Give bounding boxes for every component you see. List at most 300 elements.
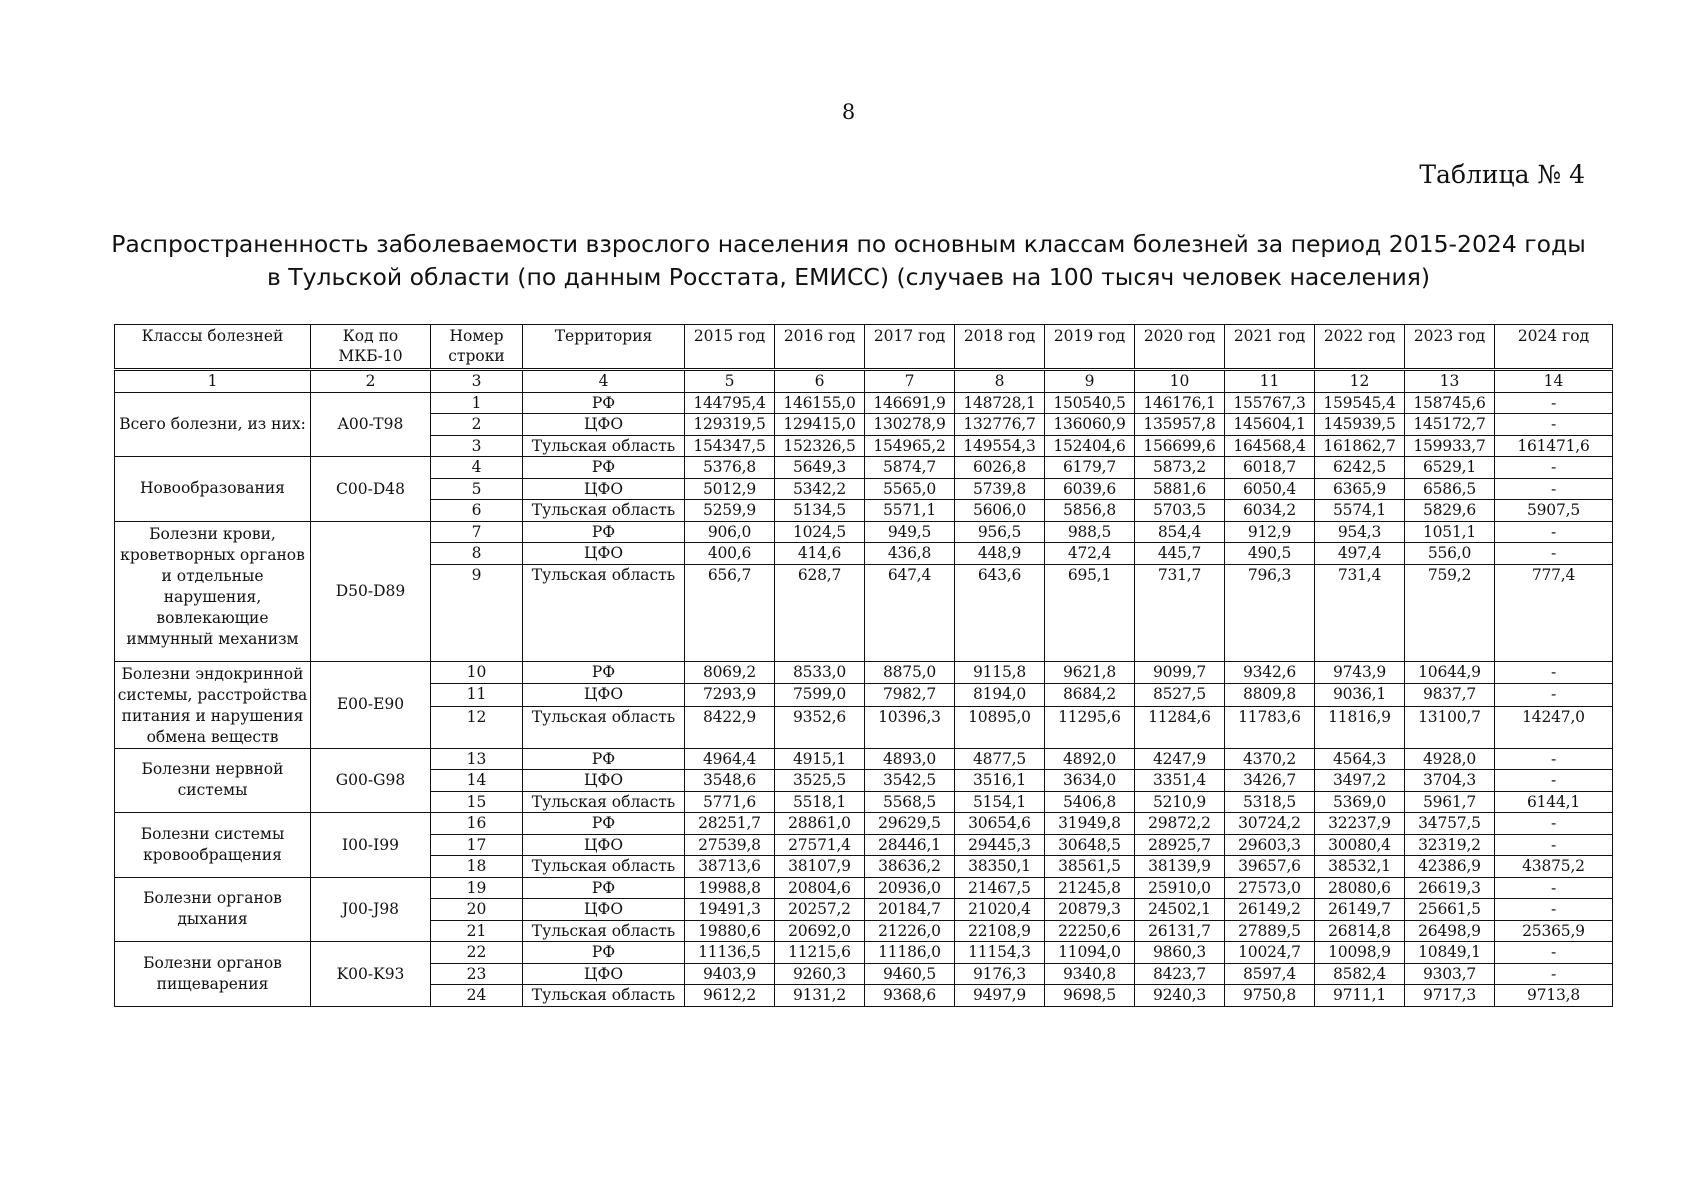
header-year-2024: 2024 год [1495, 325, 1613, 370]
value-cell-2022: 3497,2 [1315, 770, 1405, 792]
value-cell-2017: 11186,0 [865, 942, 955, 964]
header-row [115, 325, 1613, 370]
value-cell-2018: 21467,5 [955, 877, 1045, 899]
value-cell-2022: 5369,0 [1315, 791, 1405, 813]
disease-class-cell: Болезни органов пищеварения [115, 942, 311, 1007]
territory-cell: Тульская область [523, 856, 685, 878]
value-cell-2016: 5134,5 [775, 500, 865, 522]
column-number: 11 [1225, 370, 1315, 393]
territory-cell: Тульская область [523, 985, 685, 1007]
value-cell-2015: 7293,9 [685, 684, 775, 707]
value-cell-2016: 4915,1 [775, 748, 865, 770]
column-number-row [115, 370, 1613, 393]
value-cell-2024: 777,4 [1495, 564, 1613, 661]
value-cell-2022: 10098,9 [1315, 942, 1405, 964]
value-cell-2019: 11295,6 [1045, 706, 1135, 748]
value-cell-2018: 643,6 [955, 564, 1045, 661]
value-cell-2020: 3351,4 [1135, 770, 1225, 792]
table-row [115, 392, 1613, 414]
value-cell-2018: 10895,0 [955, 706, 1045, 748]
value-cell-2023: 159933,7 [1405, 435, 1495, 457]
value-cell-2024: 9713,8 [1495, 985, 1613, 1007]
value-cell-2018: 29445,3 [955, 834, 1045, 856]
value-cell-2016: 7599,0 [775, 684, 865, 707]
value-cell-2016: 129415,0 [775, 414, 865, 436]
value-cell-2022: 9711,1 [1315, 985, 1405, 1007]
value-cell-2015: 5771,6 [685, 791, 775, 813]
table-label: Таблица № 4 [1419, 160, 1585, 189]
value-cell-2020: 135957,8 [1135, 414, 1225, 436]
value-cell-2021: 29603,3 [1225, 834, 1315, 856]
value-cell-2024: - [1495, 770, 1613, 792]
value-cell-2016: 9131,2 [775, 985, 865, 1007]
value-cell-2016: 5342,2 [775, 478, 865, 500]
value-cell-2020: 5873,2 [1135, 457, 1225, 479]
value-cell-2018: 22108,9 [955, 920, 1045, 942]
value-cell-2020: 146176,1 [1135, 392, 1225, 414]
value-cell-2017: 21226,0 [865, 920, 955, 942]
value-cell-2022: 497,4 [1315, 543, 1405, 565]
row-number-cell: 18 [431, 856, 523, 878]
value-cell-2020: 156699,6 [1135, 435, 1225, 457]
territory-cell: РФ [523, 521, 685, 543]
value-cell-2016: 28861,0 [775, 813, 865, 835]
value-cell-2020: 4247,9 [1135, 748, 1225, 770]
value-cell-2023: 4928,0 [1405, 748, 1495, 770]
column-number: 5 [685, 370, 775, 393]
value-cell-2020: 24502,1 [1135, 899, 1225, 921]
value-cell-2024: - [1495, 392, 1613, 414]
row-number-cell: 14 [431, 770, 523, 792]
value-cell-2018: 21020,4 [955, 899, 1045, 921]
table-row [115, 661, 1613, 684]
value-cell-2018: 8194,0 [955, 684, 1045, 707]
value-cell-2018: 9497,9 [955, 985, 1045, 1007]
value-cell-2022: 28080,6 [1315, 877, 1405, 899]
value-cell-2015: 906,0 [685, 521, 775, 543]
header-year-2022: 2022 год [1315, 325, 1405, 370]
table-title-line-1: Распространенность заболеваемости взрослого населения по основным классам болезней за период 2015-2024 годы [111, 230, 1586, 258]
value-cell-2024: - [1495, 813, 1613, 835]
row-number-cell: 8 [431, 543, 523, 565]
header-year-2016: 2016 год [775, 325, 865, 370]
row-number-cell: 13 [431, 748, 523, 770]
table-row [115, 942, 1613, 964]
territory-cell: РФ [523, 748, 685, 770]
value-cell-2021: 27573,0 [1225, 877, 1315, 899]
value-cell-2024: 161471,6 [1495, 435, 1613, 457]
value-cell-2017: 4893,0 [865, 748, 955, 770]
value-cell-2017: 38636,2 [865, 856, 955, 878]
row-number-cell: 12 [431, 706, 523, 748]
value-cell-2023: 10849,1 [1405, 942, 1495, 964]
value-cell-2021: 8809,8 [1225, 684, 1315, 707]
column-number: 14 [1495, 370, 1613, 393]
disease-class-cell: Болезни крови, кроветворных органов и отдельные нарушения, вовлекающие иммунный механизм [115, 521, 311, 661]
page-number: 8 [841, 100, 856, 124]
value-cell-2019: 31949,8 [1045, 813, 1135, 835]
value-cell-2015: 5376,8 [685, 457, 775, 479]
value-cell-2023: 556,0 [1405, 543, 1495, 565]
header-territory: Территория [523, 325, 685, 370]
value-cell-2021: 27889,5 [1225, 920, 1315, 942]
value-cell-2017: 130278,9 [865, 414, 955, 436]
value-cell-2017: 154965,2 [865, 435, 955, 457]
value-cell-2019: 9621,8 [1045, 661, 1135, 684]
row-number-cell: 9 [431, 564, 523, 661]
disease-class-cell: Болезни нервной системы [115, 748, 311, 813]
icd-code-cell: C00-D48 [311, 457, 431, 522]
row-number-cell: 23 [431, 963, 523, 985]
value-cell-2018: 5739,8 [955, 478, 1045, 500]
value-cell-2020: 9099,7 [1135, 661, 1225, 684]
value-cell-2019: 38561,5 [1045, 856, 1135, 878]
row-number-cell: 16 [431, 813, 523, 835]
row-number-cell: 15 [431, 791, 523, 813]
value-cell-2023: 759,2 [1405, 564, 1495, 661]
territory-cell: ЦФО [523, 684, 685, 707]
value-cell-2021: 6050,4 [1225, 478, 1315, 500]
value-cell-2022: 145939,5 [1315, 414, 1405, 436]
value-cell-2015: 38713,6 [685, 856, 775, 878]
value-cell-2015: 27539,8 [685, 834, 775, 856]
territory-cell: ЦФО [523, 963, 685, 985]
value-cell-2016: 38107,9 [775, 856, 865, 878]
value-cell-2015: 28251,7 [685, 813, 775, 835]
value-cell-2017: 9368,6 [865, 985, 955, 1007]
icd-code-cell: J00-J98 [311, 877, 431, 942]
value-cell-2022: 159545,4 [1315, 392, 1405, 414]
value-cell-2021: 9342,6 [1225, 661, 1315, 684]
row-number-cell: 3 [431, 435, 523, 457]
value-cell-2017: 7982,7 [865, 684, 955, 707]
disease-class-cell: Болезни системы кровообращения [115, 813, 311, 878]
disease-class-cell: Всего болезни, из них: [115, 392, 311, 457]
row-number-cell: 7 [431, 521, 523, 543]
value-cell-2015: 9403,9 [685, 963, 775, 985]
value-cell-2024: 43875,2 [1495, 856, 1613, 878]
value-cell-2018: 11154,3 [955, 942, 1045, 964]
value-cell-2018: 6026,8 [955, 457, 1045, 479]
territory-cell: ЦФО [523, 770, 685, 792]
disease-class-cell: Новообразования [115, 457, 311, 522]
value-cell-2023: 6529,1 [1405, 457, 1495, 479]
row-number-cell: 20 [431, 899, 523, 921]
value-cell-2022: 32237,9 [1315, 813, 1405, 835]
value-cell-2019: 988,5 [1045, 521, 1135, 543]
value-cell-2020: 38139,9 [1135, 856, 1225, 878]
value-cell-2021: 164568,4 [1225, 435, 1315, 457]
value-cell-2020: 5703,5 [1135, 500, 1225, 522]
value-cell-2024: - [1495, 478, 1613, 500]
table-title [60, 228, 1637, 294]
value-cell-2023: 13100,7 [1405, 706, 1495, 748]
column-number: 12 [1315, 370, 1405, 393]
value-cell-2015: 144795,4 [685, 392, 775, 414]
value-cell-2019: 8684,2 [1045, 684, 1135, 707]
value-cell-2016: 5649,3 [775, 457, 865, 479]
column-number: 8 [955, 370, 1045, 393]
row-number-cell: 1 [431, 392, 523, 414]
territory-cell: ЦФО [523, 543, 685, 565]
value-cell-2019: 152404,6 [1045, 435, 1135, 457]
value-cell-2018: 4877,5 [955, 748, 1045, 770]
value-cell-2022: 5574,1 [1315, 500, 1405, 522]
territory-cell: РФ [523, 877, 685, 899]
value-cell-2016: 9260,3 [775, 963, 865, 985]
value-cell-2023: 6586,5 [1405, 478, 1495, 500]
value-cell-2020: 8423,7 [1135, 963, 1225, 985]
column-number: 9 [1045, 370, 1135, 393]
value-cell-2016: 27571,4 [775, 834, 865, 856]
icd-code-cell: E00-E90 [311, 661, 431, 748]
value-cell-2015: 4964,4 [685, 748, 775, 770]
value-cell-2017: 3542,5 [865, 770, 955, 792]
value-cell-2020: 5881,6 [1135, 478, 1225, 500]
value-cell-2024: 14247,0 [1495, 706, 1613, 748]
value-cell-2021: 5318,5 [1225, 791, 1315, 813]
value-cell-2017: 5565,0 [865, 478, 955, 500]
territory-cell: Тульская область [523, 920, 685, 942]
value-cell-2023: 34757,5 [1405, 813, 1495, 835]
value-cell-2016: 20257,2 [775, 899, 865, 921]
value-cell-2022: 9036,1 [1315, 684, 1405, 707]
value-cell-2017: 20184,7 [865, 899, 955, 921]
value-cell-2023: 9717,3 [1405, 985, 1495, 1007]
table-row [115, 521, 1613, 543]
value-cell-2016: 152326,5 [775, 435, 865, 457]
value-cell-2017: 5568,5 [865, 791, 955, 813]
icd-code-cell: G00-G98 [311, 748, 431, 813]
value-cell-2019: 30648,5 [1045, 834, 1135, 856]
value-cell-2017: 29629,5 [865, 813, 955, 835]
value-cell-2020: 11284,6 [1135, 706, 1225, 748]
value-cell-2023: 1051,1 [1405, 521, 1495, 543]
value-cell-2024: - [1495, 963, 1613, 985]
header-row-number: Номер строки [431, 325, 523, 370]
value-cell-2015: 5259,9 [685, 500, 775, 522]
value-cell-2023: 26498,9 [1405, 920, 1495, 942]
value-cell-2018: 9115,8 [955, 661, 1045, 684]
value-cell-2020: 29872,2 [1135, 813, 1225, 835]
value-cell-2017: 28446,1 [865, 834, 955, 856]
value-cell-2020: 9860,3 [1135, 942, 1225, 964]
header-year-2020: 2020 год [1135, 325, 1225, 370]
value-cell-2021: 490,5 [1225, 543, 1315, 565]
row-number-cell: 11 [431, 684, 523, 707]
territory-cell: РФ [523, 392, 685, 414]
value-cell-2021: 145604,1 [1225, 414, 1315, 436]
territory-cell: ЦФО [523, 899, 685, 921]
icd-code-cell: D50-D89 [311, 521, 431, 661]
value-cell-2022: 26149,7 [1315, 899, 1405, 921]
value-cell-2022: 8582,4 [1315, 963, 1405, 985]
column-number: 4 [523, 370, 685, 393]
value-cell-2017: 8875,0 [865, 661, 955, 684]
value-cell-2017: 949,5 [865, 521, 955, 543]
value-cell-2016: 20692,0 [775, 920, 865, 942]
value-cell-2024: - [1495, 684, 1613, 707]
territory-cell: Тульская область [523, 500, 685, 522]
territory-cell: Тульская область [523, 564, 685, 661]
value-cell-2024: 25365,9 [1495, 920, 1613, 942]
value-cell-2022: 11816,9 [1315, 706, 1405, 748]
value-cell-2020: 445,7 [1135, 543, 1225, 565]
value-cell-2019: 9340,8 [1045, 963, 1135, 985]
value-cell-2022: 38532,1 [1315, 856, 1405, 878]
value-cell-2015: 129319,5 [685, 414, 775, 436]
value-cell-2015: 400,6 [685, 543, 775, 565]
icd-code-cell: I00-I99 [311, 813, 431, 878]
row-number-cell: 22 [431, 942, 523, 964]
value-cell-2024: - [1495, 899, 1613, 921]
value-cell-2019: 11094,0 [1045, 942, 1135, 964]
value-cell-2023: 32319,2 [1405, 834, 1495, 856]
column-number: 2 [311, 370, 431, 393]
value-cell-2022: 731,4 [1315, 564, 1405, 661]
territory-cell: РФ [523, 942, 685, 964]
value-cell-2019: 4892,0 [1045, 748, 1135, 770]
disease-class-cell: Болезни эндокринной системы, расстройства питания и нарушения обмена веществ [115, 661, 311, 748]
value-cell-2017: 436,8 [865, 543, 955, 565]
table-row [115, 877, 1613, 899]
value-cell-2021: 796,3 [1225, 564, 1315, 661]
table-title-line-2: в Тульской области (по данным Росстата, ЕМИСС) (случаев на 100 тысяч человек населения) [266, 263, 1431, 291]
header-year-2015: 2015 год [685, 325, 775, 370]
value-cell-2024: - [1495, 457, 1613, 479]
header-disease-class: Классы болезней [115, 325, 311, 370]
row-number-cell: 5 [431, 478, 523, 500]
value-cell-2022: 161862,7 [1315, 435, 1405, 457]
value-cell-2023: 145172,7 [1405, 414, 1495, 436]
territory-cell: РФ [523, 813, 685, 835]
header-year-2023: 2023 год [1405, 325, 1495, 370]
value-cell-2023: 9837,7 [1405, 684, 1495, 707]
row-number-cell: 4 [431, 457, 523, 479]
territory-cell: Тульская область [523, 791, 685, 813]
value-cell-2020: 28925,7 [1135, 834, 1225, 856]
value-cell-2016: 414,6 [775, 543, 865, 565]
value-cell-2020: 8527,5 [1135, 684, 1225, 707]
value-cell-2019: 9698,5 [1045, 985, 1135, 1007]
row-number-cell: 24 [431, 985, 523, 1007]
value-cell-2021: 155767,3 [1225, 392, 1315, 414]
value-cell-2018: 38350,1 [955, 856, 1045, 878]
value-cell-2021: 39657,6 [1225, 856, 1315, 878]
table-row [115, 457, 1613, 479]
value-cell-2023: 3704,3 [1405, 770, 1495, 792]
value-cell-2019: 21245,8 [1045, 877, 1135, 899]
value-cell-2023: 42386,9 [1405, 856, 1495, 878]
value-cell-2024: - [1495, 877, 1613, 899]
value-cell-2024: - [1495, 414, 1613, 436]
value-cell-2015: 11136,5 [685, 942, 775, 964]
value-cell-2016: 8533,0 [775, 661, 865, 684]
row-number-cell: 19 [431, 877, 523, 899]
value-cell-2017: 5874,7 [865, 457, 955, 479]
header-year-2019: 2019 год [1045, 325, 1135, 370]
value-cell-2015: 3548,6 [685, 770, 775, 792]
value-cell-2015: 19988,8 [685, 877, 775, 899]
value-cell-2021: 4370,2 [1225, 748, 1315, 770]
value-cell-2019: 150540,5 [1045, 392, 1135, 414]
value-cell-2019: 136060,9 [1045, 414, 1135, 436]
column-number: 7 [865, 370, 955, 393]
value-cell-2015: 8422,9 [685, 706, 775, 748]
value-cell-2022: 30080,4 [1315, 834, 1405, 856]
value-cell-2020: 9240,3 [1135, 985, 1225, 1007]
value-cell-2024: - [1495, 942, 1613, 964]
value-cell-2018: 5606,0 [955, 500, 1045, 522]
value-cell-2018: 956,5 [955, 521, 1045, 543]
value-cell-2021: 9750,8 [1225, 985, 1315, 1007]
header-year-2021: 2021 год [1225, 325, 1315, 370]
value-cell-2017: 9460,5 [865, 963, 955, 985]
value-cell-2015: 19880,6 [685, 920, 775, 942]
territory-cell: ЦФО [523, 834, 685, 856]
value-cell-2018: 3516,1 [955, 770, 1045, 792]
value-cell-2019: 472,4 [1045, 543, 1135, 565]
value-cell-2019: 20879,3 [1045, 899, 1135, 921]
header-year-2018: 2018 год [955, 325, 1045, 370]
column-number: 6 [775, 370, 865, 393]
value-cell-2019: 6039,6 [1045, 478, 1135, 500]
value-cell-2015: 9612,2 [685, 985, 775, 1007]
value-cell-2024: - [1495, 543, 1613, 565]
value-cell-2015: 19491,3 [685, 899, 775, 921]
value-cell-2021: 912,9 [1225, 521, 1315, 543]
value-cell-2019: 695,1 [1045, 564, 1135, 661]
value-cell-2016: 146155,0 [775, 392, 865, 414]
column-number: 3 [431, 370, 523, 393]
column-number: 13 [1405, 370, 1495, 393]
row-number-cell: 17 [431, 834, 523, 856]
value-cell-2020: 854,4 [1135, 521, 1225, 543]
value-cell-2023: 5961,7 [1405, 791, 1495, 813]
value-cell-2024: - [1495, 521, 1613, 543]
value-cell-2016: 5518,1 [775, 791, 865, 813]
value-cell-2021: 3426,7 [1225, 770, 1315, 792]
value-cell-2018: 448,9 [955, 543, 1045, 565]
territory-cell: РФ [523, 661, 685, 684]
row-number-cell: 2 [431, 414, 523, 436]
value-cell-2018: 30654,6 [955, 813, 1045, 835]
morbidity-table [114, 324, 1613, 1007]
value-cell-2017: 10396,3 [865, 706, 955, 748]
value-cell-2018: 5154,1 [955, 791, 1045, 813]
value-cell-2017: 146691,9 [865, 392, 955, 414]
value-cell-2023: 10644,9 [1405, 661, 1495, 684]
value-cell-2016: 9352,6 [775, 706, 865, 748]
value-cell-2023: 5829,6 [1405, 500, 1495, 522]
value-cell-2015: 656,7 [685, 564, 775, 661]
column-number: 10 [1135, 370, 1225, 393]
value-cell-2024: - [1495, 661, 1613, 684]
value-cell-2022: 9743,9 [1315, 661, 1405, 684]
value-cell-2016: 1024,5 [775, 521, 865, 543]
value-cell-2017: 20936,0 [865, 877, 955, 899]
value-cell-2021: 10024,7 [1225, 942, 1315, 964]
value-cell-2016: 11215,6 [775, 942, 865, 964]
value-cell-2015: 5012,9 [685, 478, 775, 500]
table-row [115, 813, 1613, 835]
value-cell-2024: 5907,5 [1495, 500, 1613, 522]
value-cell-2021: 30724,2 [1225, 813, 1315, 835]
value-cell-2020: 731,7 [1135, 564, 1225, 661]
row-number-cell: 10 [431, 661, 523, 684]
icd-code-cell: K00-K93 [311, 942, 431, 1007]
value-cell-2019: 3634,0 [1045, 770, 1135, 792]
